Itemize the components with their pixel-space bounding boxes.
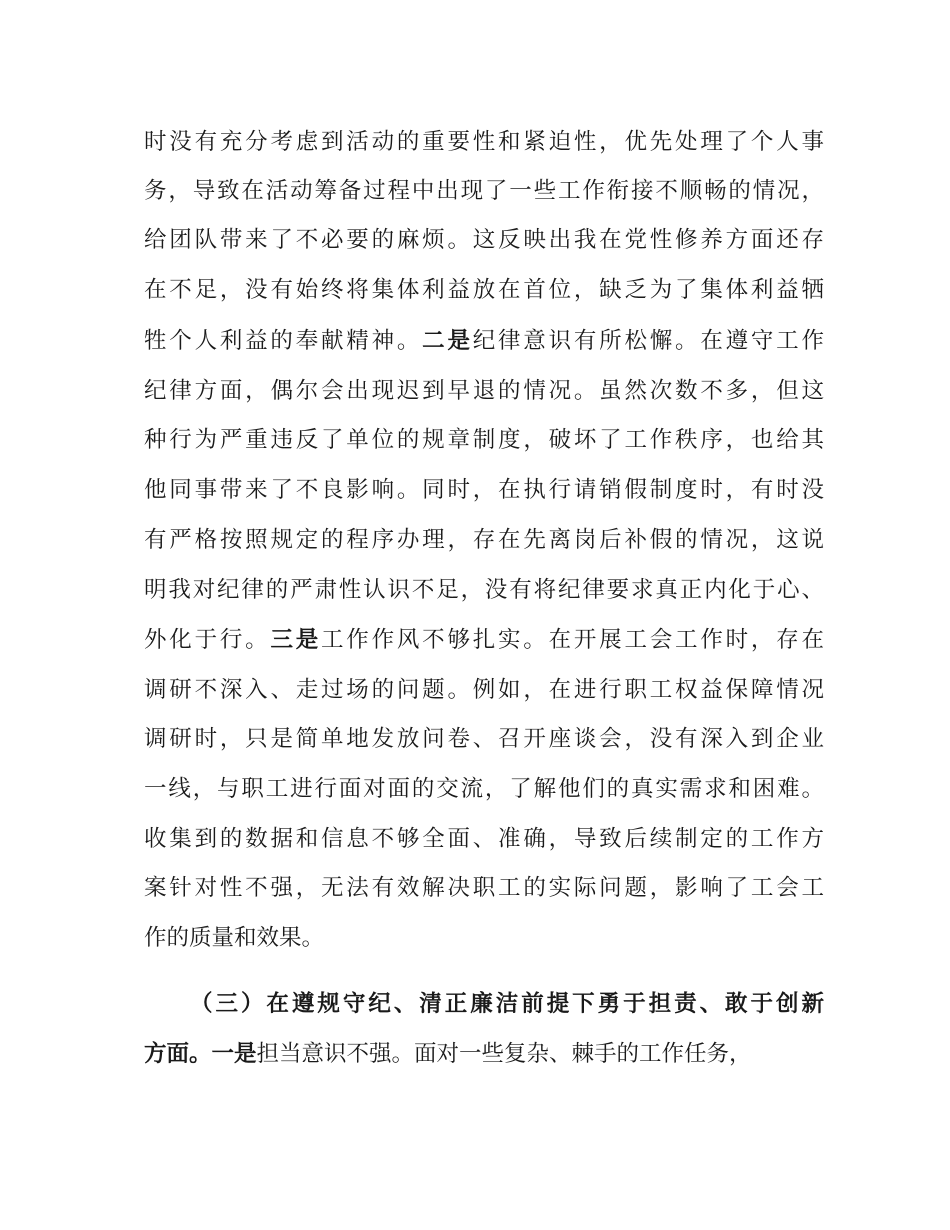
paragraph-line: 种行为严重违反了单位的规章制度，破坏了工作秩序，也给其	[144, 427, 824, 453]
paragraph-line: 调研时，只是简单地发放问卷、召开座谈会，没有深入到企业	[144, 726, 824, 752]
section-heading: （三）在遵规守纪、清正廉洁前提下勇于担责、敢于创新	[190, 991, 824, 1017]
paragraph-line: 收集到的数据和信息不够全面、准确，导致后续制定的工作方	[144, 826, 824, 852]
line-text: 纪律意识有所松懈。在遵守工作	[472, 328, 824, 354]
paragraph-line: 作的质量和效果。	[144, 925, 325, 951]
point-label-one: 一是	[211, 1041, 257, 1067]
paragraph-line: 时没有充分考虑到活动的重要性和紧迫性，优先处理了个人事	[144, 129, 824, 155]
line-text: 担当意识不强。面对一些复杂、棘手的工作任务，	[256, 1041, 752, 1067]
section-heading-end: 方面。	[144, 1041, 212, 1067]
line-text: 牲个人利益的奉献精神。	[144, 328, 423, 354]
paragraph-line: 他同事带来了不良影响。同时，在执行请销假制度时，有时没	[144, 477, 824, 503]
point-label-three: 三是	[270, 627, 322, 653]
paragraph-line: 一线，与职工进行面对面的交流，了解他们的真实需求和困难。	[144, 776, 824, 802]
point-label-two: 二是	[422, 328, 473, 354]
line-text: 工作作风不够扎实。在开展工会工作时，存在	[321, 627, 824, 653]
paragraph-line: 调研不深入、走过场的问题。例如，在进行职工权益保障情况	[144, 677, 824, 703]
paragraph-line: 纪律方面，偶尔会出现迟到早退的情况。虽然次数不多，但这	[144, 378, 824, 404]
line-text: 外化于行。	[144, 627, 271, 653]
paragraph-line: 务，导致在活动筹备过程中出现了一些工作衔接不顺畅的情况，	[144, 178, 824, 204]
paragraph-line: 案针对性不强，无法有效解决职工的实际问题，影响了工会工	[144, 875, 824, 901]
paragraph-line: 给团队带来了不必要的麻烦。这反映出我在党性修养方面还存	[144, 227, 824, 253]
paragraph-line	[144, 620, 824, 660]
paragraph-line: 在不足，没有始终将集体利益放在首位，缺乏为了集体利益牺	[144, 277, 824, 303]
paragraph-line	[144, 321, 824, 361]
paragraph-line: 有严格按照规定的程序办理，存在先离岗后补假的情况，这说	[144, 527, 824, 553]
section-heading-line2	[144, 1034, 824, 1074]
paragraph-line: 明我对纪律的严肃性认识不足，没有将纪律要求真正内化于心、	[144, 577, 824, 603]
